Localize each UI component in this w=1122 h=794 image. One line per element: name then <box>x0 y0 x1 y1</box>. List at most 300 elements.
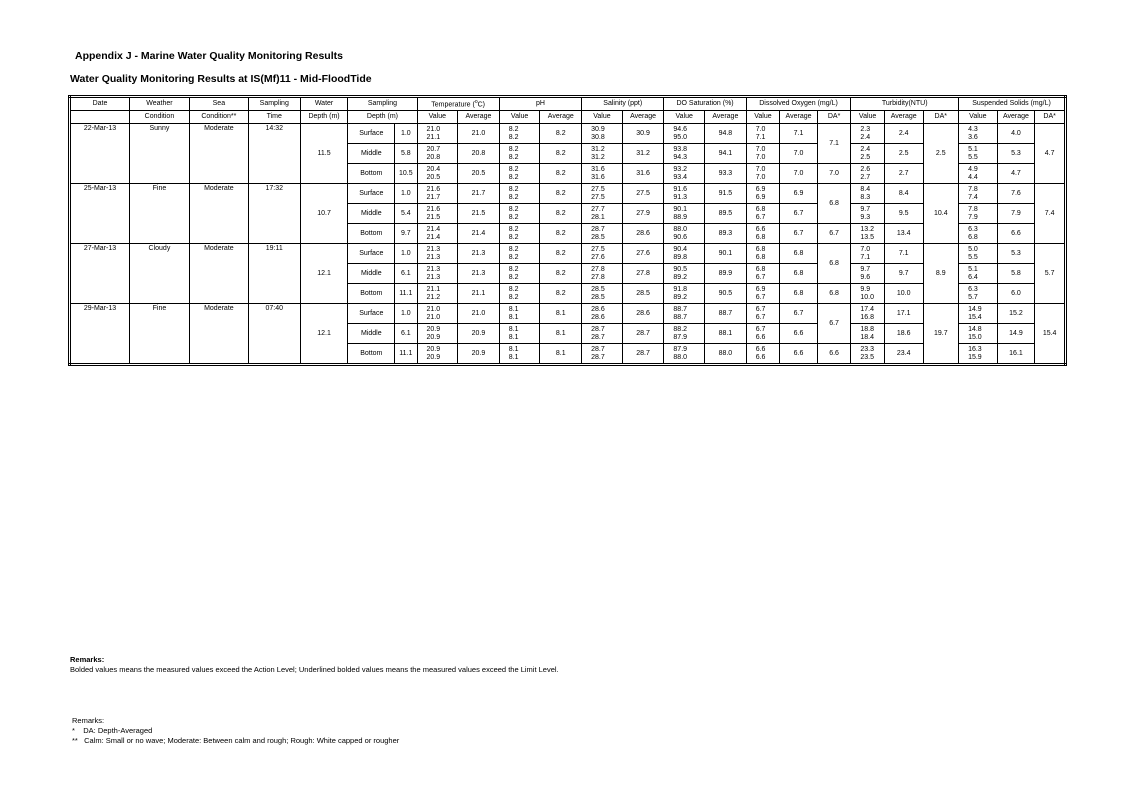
dos-values <box>664 264 705 284</box>
turb-reading: 2.4 <box>860 145 871 153</box>
header-value: Value <box>499 111 540 124</box>
do-reading: 7.0 <box>755 165 766 173</box>
ss-reading: 4.9 <box>968 165 978 173</box>
ss-values <box>959 324 998 344</box>
cell-do-da: 6.7 <box>817 224 851 244</box>
temp-values <box>417 184 458 204</box>
dos-reading: 89.2 <box>673 273 688 281</box>
cell-sampling-depth: 6.1 <box>395 264 417 284</box>
cell-ss-average: 15.2 <box>997 304 1035 324</box>
sal-reading: 28.6 <box>591 313 605 321</box>
temp-reading: 21.6 <box>426 185 441 193</box>
dos-values <box>664 304 705 324</box>
ss-values <box>959 304 998 324</box>
temp-reading: 20.9 <box>426 325 441 333</box>
sal-values <box>582 184 623 204</box>
temp-reading: 20.9 <box>426 345 441 353</box>
header-da: DA* <box>923 111 959 124</box>
cell-turbidity-average: 23.4 <box>884 344 923 365</box>
cell-salinity-average: 28.6 <box>622 224 664 244</box>
temp-values <box>417 144 458 164</box>
cell-temp-average: 21.3 <box>458 244 500 264</box>
ph-reading: 8.2 <box>508 253 519 261</box>
ss-reading: 7.9 <box>968 213 978 221</box>
turb-values <box>851 344 885 365</box>
dos-values <box>664 224 705 244</box>
turb-reading: 18.8 <box>860 325 874 333</box>
ss-reading: 14.8 <box>968 325 982 333</box>
dos-values <box>664 284 705 304</box>
cell-dos-average: 89.5 <box>705 204 747 224</box>
cell-level: Middle <box>348 204 395 224</box>
temp-values <box>417 224 458 244</box>
ss-reading: 15.4 <box>968 313 982 321</box>
table-title: Water Quality Monitoring Results at IS(Mf)11 - Mid-FloodTide <box>70 73 372 85</box>
sal-values <box>582 244 623 264</box>
dos-reading: 90.5 <box>673 265 688 273</box>
table-row <box>70 184 1066 204</box>
do-reading: 6.7 <box>755 325 766 333</box>
header-temperature-label: Temperature ( <box>431 101 475 109</box>
remarks-line-da: * DA: Depth-Averaged <box>72 726 153 735</box>
dos-values <box>664 324 705 344</box>
cell-level: Bottom <box>348 224 395 244</box>
ph-reading: 8.1 <box>508 325 519 333</box>
sal-reading: 27.8 <box>591 265 605 273</box>
temp-values <box>417 164 458 184</box>
do-reading: 6.7 <box>755 213 766 221</box>
ss-reading: 14.9 <box>968 305 982 313</box>
header-time-sub: Time <box>248 111 300 124</box>
temp-reading: 20.5 <box>426 173 441 181</box>
header-do-saturation: DO Saturation (%) <box>664 97 746 111</box>
dos-values <box>664 204 705 224</box>
cell-ss-da: 5.7 <box>1035 244 1066 304</box>
remarks-abbreviations <box>72 716 399 746</box>
do-reading: 6.6 <box>755 225 766 233</box>
cell-temp-average: 20.9 <box>458 344 500 365</box>
header-value: Value <box>746 111 780 124</box>
temp-reading: 21.3 <box>426 245 441 253</box>
turb-reading: 10.0 <box>860 293 874 301</box>
ph-values <box>499 124 540 144</box>
header-average: Average <box>997 111 1035 124</box>
turb-reading: 9.7 <box>860 205 871 213</box>
dos-reading: 94.3 <box>673 153 688 161</box>
cell-temp-average: 21.1 <box>458 284 500 304</box>
ph-reading: 8.2 <box>508 293 519 301</box>
cell-temp-average: 21.4 <box>458 224 500 244</box>
ss-reading: 5.1 <box>968 145 978 153</box>
do-reading: 6.9 <box>755 285 766 293</box>
header-average: Average <box>622 111 664 124</box>
cell-time: 07:40 <box>248 304 300 365</box>
cell-weather: Fine <box>129 184 189 244</box>
cell-level: Middle <box>348 144 395 164</box>
turb-values <box>851 244 885 264</box>
ph-values <box>499 224 540 244</box>
dos-reading: 88.9 <box>673 213 688 221</box>
header-average: Average <box>540 111 582 124</box>
turb-values <box>851 124 885 144</box>
ss-reading: 5.1 <box>968 265 978 273</box>
cell-turbidity-average: 17.1 <box>884 304 923 324</box>
header-ph: pH <box>499 97 581 111</box>
cell-dos-average: 88.1 <box>705 324 747 344</box>
cell-sea: Moderate <box>189 244 248 304</box>
ph-reading: 8.2 <box>508 173 519 181</box>
header-value: Value <box>851 111 885 124</box>
turb-reading: 16.8 <box>860 313 874 321</box>
cell-turbidity-average: 9.7 <box>884 264 923 284</box>
turb-values <box>851 284 885 304</box>
cell-do-da: 7.0 <box>817 164 851 184</box>
ph-values <box>499 144 540 164</box>
temp-reading: 20.4 <box>426 165 441 173</box>
dos-values <box>664 184 705 204</box>
dos-values <box>664 244 705 264</box>
header-water-depth-sub: Depth (m) <box>300 111 348 124</box>
turb-values <box>851 264 885 284</box>
cell-salinity-average: 28.7 <box>622 324 664 344</box>
cell-turbidity-average: 9.5 <box>884 204 923 224</box>
ph-reading: 8.2 <box>508 265 519 273</box>
ph-reading: 8.2 <box>508 193 519 201</box>
cell-ss-average: 6.0 <box>997 284 1035 304</box>
sal-reading: 28.5 <box>591 293 605 301</box>
cell-sampling-depth: 11.1 <box>395 344 417 365</box>
ss-reading: 15.0 <box>968 333 982 341</box>
turb-reading: 17.4 <box>860 305 874 313</box>
ph-values <box>499 344 540 365</box>
ss-reading: 6.3 <box>968 285 978 293</box>
dos-reading: 88.7 <box>673 305 688 313</box>
cell-turbidity-average: 18.6 <box>884 324 923 344</box>
cell-turbidity-da: 10.4 <box>923 184 959 244</box>
header-sampling-depth: Sampling <box>348 97 417 111</box>
ss-reading: 6.8 <box>968 233 978 241</box>
temp-reading: 21.0 <box>426 305 441 313</box>
cell-water-depth: 10.7 <box>300 184 348 244</box>
cell-temp-average: 20.9 <box>458 324 500 344</box>
cell-sampling-depth: 1.0 <box>395 244 417 264</box>
dos-values <box>664 344 705 365</box>
cell-do-da: 6.8 <box>817 244 851 284</box>
do-reading: 6.8 <box>755 233 766 241</box>
page-title: Appendix J - Marine Water Quality Monitoring Results <box>75 50 343 62</box>
header-turbidity: Turbidity(NTU) <box>851 97 959 111</box>
cell-level: Surface <box>348 304 395 324</box>
do-reading: 7.0 <box>755 173 766 181</box>
ph-reading: 8.2 <box>508 145 519 153</box>
do-values <box>746 284 780 304</box>
ss-values <box>959 244 998 264</box>
dos-values <box>664 164 705 184</box>
cell-weather: Cloudy <box>129 244 189 304</box>
cell-turbidity-average: 8.4 <box>884 184 923 204</box>
temp-reading: 21.4 <box>426 233 441 241</box>
cell-level: Bottom <box>348 344 395 365</box>
dos-reading: 89.2 <box>673 293 688 301</box>
table-row <box>70 244 1066 264</box>
sal-reading: 28.1 <box>591 213 605 221</box>
dos-values <box>664 144 705 164</box>
cell-salinity-average: 27.9 <box>622 204 664 224</box>
sal-reading: 27.5 <box>591 245 605 253</box>
ph-reading: 8.1 <box>508 353 519 361</box>
cell-do-average: 7.0 <box>780 164 818 184</box>
temp-values <box>417 304 458 324</box>
cell-sampling-depth: 6.1 <box>395 324 417 344</box>
do-values <box>746 344 780 365</box>
sal-reading: 27.6 <box>591 253 605 261</box>
table-row <box>70 124 1066 144</box>
ss-reading: 7.4 <box>968 193 978 201</box>
cell-level: Bottom <box>348 284 395 304</box>
cell-dos-average: 91.5 <box>705 184 747 204</box>
cell-temp-average: 20.5 <box>458 164 500 184</box>
cell-weather: Fine <box>129 304 189 365</box>
temp-reading: 21.3 <box>426 273 441 281</box>
do-reading: 7.0 <box>755 125 766 133</box>
cell-weather: Sunny <box>129 124 189 184</box>
sal-reading: 28.5 <box>591 233 605 241</box>
do-reading: 6.8 <box>755 253 766 261</box>
ph-reading: 8.2 <box>508 245 519 253</box>
ph-reading: 8.2 <box>508 153 519 161</box>
header-value: Value <box>959 111 998 124</box>
dos-reading: 88.0 <box>673 353 688 361</box>
ss-reading: 6.3 <box>968 225 978 233</box>
cell-dos-average: 93.3 <box>705 164 747 184</box>
do-values <box>746 124 780 144</box>
temp-reading: 21.0 <box>426 125 441 133</box>
ss-reading: 5.5 <box>968 153 978 161</box>
ss-reading: 3.6 <box>968 133 978 141</box>
cell-water-depth: 12.1 <box>300 304 348 365</box>
dos-reading: 88.2 <box>673 325 688 333</box>
ph-reading: 8.2 <box>508 133 519 141</box>
cell-ss-da: 7.4 <box>1035 184 1066 244</box>
header-sampling-time: Sampling <box>248 97 300 111</box>
sal-values <box>582 344 623 365</box>
ph-reading: 8.1 <box>508 345 519 353</box>
cell-ph-average: 8.2 <box>540 244 582 264</box>
turb-reading: 7.1 <box>860 253 871 261</box>
sal-values <box>582 164 623 184</box>
header-average: Average <box>780 111 818 124</box>
turb-reading: 13.5 <box>860 233 874 241</box>
do-values <box>746 204 780 224</box>
header-sampling-depth-sub: Depth (m) <box>348 111 417 124</box>
cell-dos-average: 89.9 <box>705 264 747 284</box>
cell-level: Surface <box>348 244 395 264</box>
do-reading: 6.7 <box>755 293 766 301</box>
ph-reading: 8.2 <box>508 233 519 241</box>
header-value: Value <box>417 111 458 124</box>
temp-values <box>417 244 458 264</box>
temp-values <box>417 344 458 365</box>
cell-ph-average: 8.2 <box>540 264 582 284</box>
turb-reading: 9.3 <box>860 213 871 221</box>
do-reading: 7.0 <box>755 153 766 161</box>
turb-values <box>851 224 885 244</box>
cell-sampling-depth: 10.5 <box>395 164 417 184</box>
cell-salinity-average: 28.6 <box>622 304 664 324</box>
do-reading: 6.9 <box>755 193 766 201</box>
ph-values <box>499 284 540 304</box>
do-values <box>746 304 780 324</box>
cell-turbidity-average: 13.4 <box>884 224 923 244</box>
ph-values <box>499 324 540 344</box>
cell-ss-average: 7.9 <box>997 204 1035 224</box>
header-weather-sub: Condition <box>129 111 189 124</box>
sal-reading: 28.7 <box>591 353 605 361</box>
ss-values <box>959 144 998 164</box>
turb-values <box>851 164 885 184</box>
do-values <box>746 144 780 164</box>
temp-reading: 20.9 <box>426 353 441 361</box>
temp-values <box>417 124 458 144</box>
header-dissolved-oxygen: Dissolved Oxygen (mg/L) <box>746 97 851 111</box>
sal-reading: 27.5 <box>591 185 605 193</box>
cell-level: Middle <box>348 264 395 284</box>
header-row-1 <box>70 97 1066 111</box>
cell-ss-average: 6.6 <box>997 224 1035 244</box>
cell-ss-average: 4.7 <box>997 164 1035 184</box>
temp-reading: 21.6 <box>426 205 441 213</box>
cell-ss-da: 4.7 <box>1035 124 1066 184</box>
cell-ph-average: 8.2 <box>540 164 582 184</box>
temp-values <box>417 284 458 304</box>
ss-values <box>959 284 998 304</box>
turb-reading: 8.3 <box>860 193 871 201</box>
cell-ss-average: 14.9 <box>997 324 1035 344</box>
do-values <box>746 164 780 184</box>
sal-reading: 28.5 <box>591 285 605 293</box>
sal-reading: 27.8 <box>591 273 605 281</box>
cell-level: Surface <box>348 124 395 144</box>
sal-values <box>582 284 623 304</box>
cell-salinity-average: 27.5 <box>622 184 664 204</box>
ph-values <box>499 164 540 184</box>
cell-salinity-average: 31.2 <box>622 144 664 164</box>
cell-sea: Moderate <box>189 184 248 244</box>
turb-values <box>851 204 885 224</box>
dos-reading: 90.4 <box>673 245 688 253</box>
cell-time: 17:32 <box>248 184 300 244</box>
cell-do-average: 6.7 <box>780 224 818 244</box>
sal-reading: 31.6 <box>591 173 605 181</box>
sal-values <box>582 124 623 144</box>
header-average: Average <box>884 111 923 124</box>
turb-reading: 23.3 <box>860 345 874 353</box>
temp-values <box>417 264 458 284</box>
do-values <box>746 264 780 284</box>
ss-values <box>959 164 998 184</box>
sal-values <box>582 324 623 344</box>
temp-reading: 21.3 <box>426 253 441 261</box>
turb-reading: 9.9 <box>860 285 871 293</box>
cell-ss-average: 5.8 <box>997 264 1035 284</box>
ss-reading: 5.5 <box>968 253 978 261</box>
sal-reading: 31.6 <box>591 165 605 173</box>
header-temperature-unit: C) <box>477 101 486 109</box>
cell-salinity-average: 31.6 <box>622 164 664 184</box>
ss-values <box>959 184 998 204</box>
ph-reading: 8.1 <box>508 313 519 321</box>
ss-reading: 15.9 <box>968 353 982 361</box>
cell-time: 19:11 <box>248 244 300 304</box>
header-date-sub <box>70 111 130 124</box>
sal-values <box>582 144 623 164</box>
ph-reading: 8.1 <box>508 305 519 313</box>
temp-reading: 21.1 <box>426 285 441 293</box>
cell-water-depth: 11.5 <box>300 124 348 184</box>
temp-reading: 20.8 <box>426 153 441 161</box>
cell-sampling-depth: 11.1 <box>395 284 417 304</box>
dos-values <box>664 124 705 144</box>
cell-do-da: 6.8 <box>817 284 851 304</box>
ph-values <box>499 204 540 224</box>
cell-do-average: 6.6 <box>780 324 818 344</box>
do-reading: 6.6 <box>755 353 766 361</box>
remarks-levels <box>70 655 559 675</box>
temp-reading: 20.7 <box>426 145 441 153</box>
ss-values <box>959 344 998 365</box>
header-water-depth: Water <box>300 97 348 111</box>
cell-salinity-average: 28.7 <box>622 344 664 365</box>
remarks-title: Remarks: <box>70 655 105 664</box>
cell-do-average: 6.9 <box>780 184 818 204</box>
ss-values <box>959 224 998 244</box>
header-value: Value <box>664 111 705 124</box>
cell-do-average: 6.7 <box>780 204 818 224</box>
ph-reading: 8.2 <box>508 273 519 281</box>
sal-reading: 28.7 <box>591 333 605 341</box>
cell-temp-average: 21.3 <box>458 264 500 284</box>
cell-turbidity-da: 8.9 <box>923 244 959 304</box>
cell-turbidity-da: 2.5 <box>923 124 959 184</box>
cell-ph-average: 8.2 <box>540 124 582 144</box>
cell-sampling-depth: 5.4 <box>395 204 417 224</box>
ss-values <box>959 204 998 224</box>
turb-values <box>851 324 885 344</box>
cell-do-average: 6.7 <box>780 304 818 324</box>
temp-values <box>417 324 458 344</box>
cell-do-average: 6.6 <box>780 344 818 365</box>
header-suspended-solids: Suspended Solids (mg/L) <box>959 97 1066 111</box>
cell-level: Surface <box>348 184 395 204</box>
table-row <box>70 304 1066 324</box>
cell-do-da: 6.6 <box>817 344 851 365</box>
cell-do-average: 7.1 <box>780 124 818 144</box>
cell-ph-average: 8.2 <box>540 144 582 164</box>
cell-water-depth: 12.1 <box>300 244 348 304</box>
header-sea-sub: Condition** <box>189 111 248 124</box>
dos-reading: 89.8 <box>673 253 688 261</box>
header-average: Average <box>705 111 747 124</box>
cell-turbidity-average: 2.5 <box>884 144 923 164</box>
sal-reading: 28.6 <box>591 305 605 313</box>
ph-reading: 8.2 <box>508 285 519 293</box>
temp-values <box>417 204 458 224</box>
turb-reading: 13.2 <box>860 225 874 233</box>
do-reading: 6.9 <box>755 185 766 193</box>
cell-sea: Moderate <box>189 304 248 365</box>
ss-values <box>959 124 998 144</box>
cell-dos-average: 94.1 <box>705 144 747 164</box>
